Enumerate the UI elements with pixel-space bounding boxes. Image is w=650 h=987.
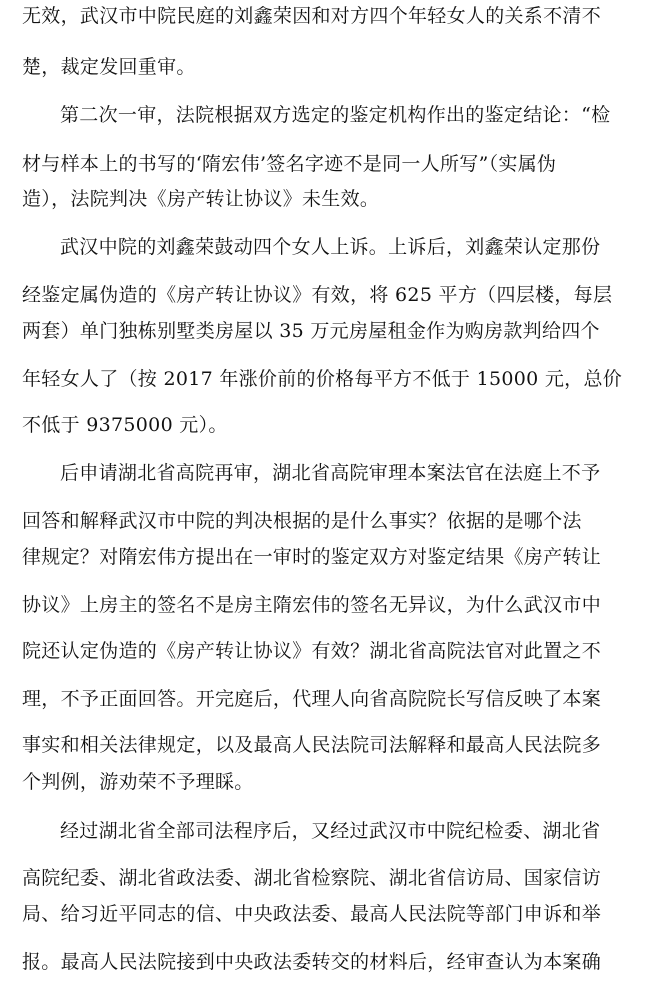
text-line: 武汉中院的刘鑫荣鼓动四个女人上诉。上诉后，刘鑫荣认定那份: [60, 236, 601, 258]
text-line: 理，不予正面回答。开完庭后，代理人向省高院院长写信反映了本案: [22, 688, 602, 710]
text-line: 高院纪委、湖北省政法委、湖北省检察院、湖北省信访局、国家信访: [22, 867, 602, 889]
text-line: 材与样本上的书写的‘隋宏伟’签名字迹不是同一人所写”（实属伪: [22, 153, 557, 175]
text-line: 无效，武汉市中院民庭的刘鑫荣因和对方四个年轻女人的关系不清不: [22, 5, 602, 27]
text-line: 造），法院判决《房产转让协议》未生效。: [22, 188, 380, 210]
text-line: 院还认定伪造的《房产转让协议》有效？湖北省高院法官对此置之不: [22, 640, 602, 662]
text-line: 不低于 9375000 元）。: [22, 414, 228, 436]
text-line: 回答和解释武汉市中院的判决根据的是什么事实？依据的是哪个法: [22, 510, 582, 532]
text-line: 楚，裁定发回重审。: [22, 56, 196, 78]
text-line: 两套）单门独栋别墅类房屋以 35 万元房屋租金作为购房款判给四个: [22, 320, 600, 342]
text-line: 报。最高人民法院接到中央政法委转交的材料后，经审查认为本案确: [22, 951, 602, 973]
text-line: 事实和相关法律规定，以及最高人民法院司法解释和最高人民法院多: [22, 734, 602, 756]
text-line: 年轻女人了（按 2017 年涨价前的价格每平方不低于 15000 元，总价: [22, 368, 623, 390]
text-line: 经过湖北省全部司法程序后，又经过武汉市中院纪检委、湖北省: [60, 820, 601, 842]
text-line: 第二次一审，法院根据双方选定的鉴定机构作出的鉴定结论：“检: [60, 104, 611, 126]
text-line: 个判例，游劝荣不予理睬。: [22, 771, 254, 793]
text-line: 经鉴定属伪造的《房产转让协议》有效，将 625 平方（四层楼，每层: [22, 284, 613, 306]
text-line: 律规定？对隋宏伟方提出在一审时的鉴定双方对鉴定结果《房产转让: [22, 546, 602, 568]
text-line: 后申请湖北省高院再审，湖北省高院审理本案法官在法庭上不予: [60, 462, 601, 484]
text-line: 协议》上房主的签名不是房主隋宏伟的签名无异议，为什么武汉市中: [22, 594, 602, 616]
text-line: 局、给习近平同志的信、中央政法委、最高人民法院等部门申诉和举: [22, 903, 602, 925]
